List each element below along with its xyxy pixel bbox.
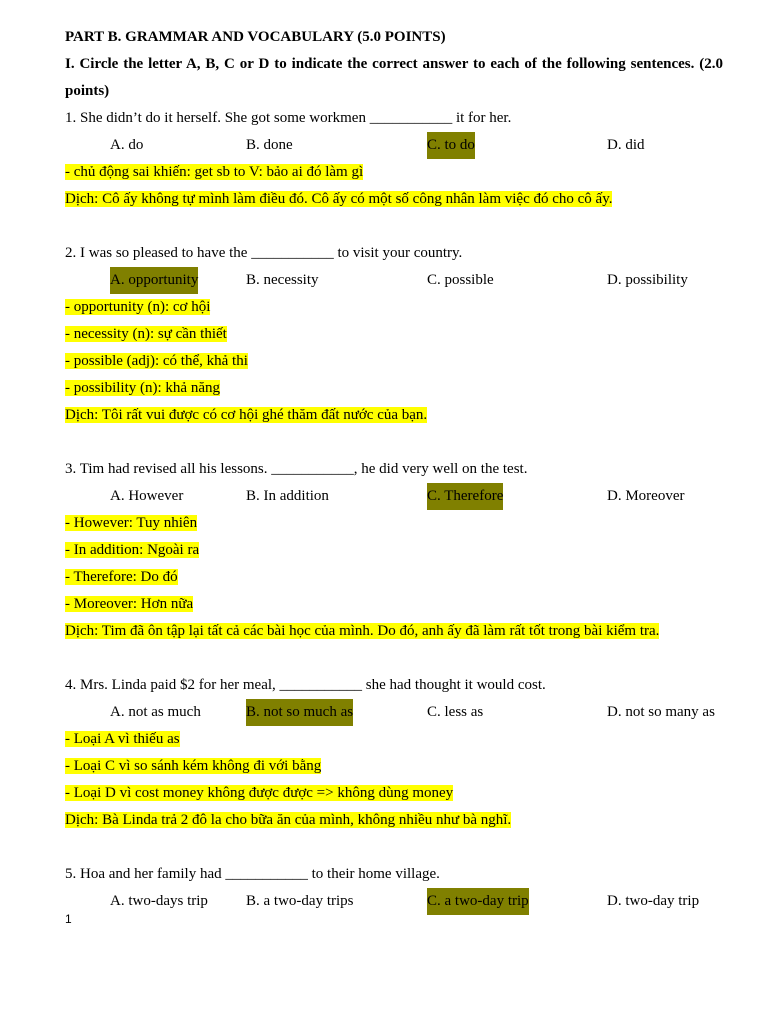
option-d[interactable]: D. two-day trip [607, 893, 700, 909]
vocabulary-note: - However: Tuy nhiên [65, 515, 198, 531]
vocabulary-note: - Moreover: Hơn nữa [65, 596, 194, 612]
translation-note: Dịch: Cô ấy không tự mình làm điều đó. Cô ấy có một số công nhân làm việc đó cho cô ấy. [65, 191, 613, 207]
explanation-note: - Loại D vì cost money không được được => không dùng money [65, 785, 454, 801]
option-c-correct-answer[interactable]: C. a two-day trip [427, 888, 529, 915]
option-a[interactable]: A. However [110, 488, 184, 504]
translation-note: Dịch: Bà Linda trả 2 đô la cho bữa ăn của mình, không nhiều như bà nghĩ. [65, 812, 512, 828]
document-content [65, 24, 723, 915]
option-b[interactable]: B. In addition [246, 488, 329, 504]
option-a[interactable]: A. two-days trip [110, 893, 208, 909]
question-5 [65, 861, 723, 915]
options-row [65, 132, 723, 159]
vocabulary-note: - In addition: Ngoài ra [65, 542, 200, 558]
question-4 [65, 672, 723, 834]
explanation-note: - Loại C vì so sánh kém không đi với bằng [65, 758, 322, 774]
vocabulary-note: - Therefore: Do đó [65, 569, 178, 585]
option-c[interactable]: C. possible [427, 272, 494, 288]
option-b[interactable]: B. a two-day trips [246, 893, 354, 909]
question-3 [65, 456, 723, 645]
question-stem: 4. Mrs. Linda paid $2 for her meal, ___________ she had thought it would cost. [65, 677, 546, 693]
vocabulary-note: - opportunity (n): cơ hội [65, 299, 211, 315]
explanation-note: - chủ động sai khiến: get sb to V: bảo ai đó làm gì [65, 164, 364, 180]
option-c-correct-answer[interactable]: C. Therefore [427, 483, 503, 510]
vocabulary-note: - necessity (n): sự cần thiết [65, 326, 227, 342]
question-stem: 5. Hoa and her family had ___________ to their home village. [65, 866, 440, 882]
option-b[interactable]: B. done [246, 137, 293, 153]
option-a[interactable]: A. do [110, 137, 144, 153]
vocabulary-note: - possibility (n): khả năng [65, 380, 220, 396]
options-row [65, 267, 723, 294]
question-1 [65, 105, 723, 213]
translation-note: Dịch: Tim đã ôn tập lại tất cả các bài học của mình. Do đó, anh ấy đã làm rất tốt trong bài kiểm tra. [65, 623, 660, 639]
option-d[interactable]: D. not so many as [607, 704, 715, 720]
question-stem: 3. Tim had revised all his lessons. ___________, he did very well on the test. [65, 461, 528, 477]
explanation-note: - Loại A vì thiếu as [65, 731, 180, 747]
question-2 [65, 240, 723, 429]
instruction-line-2: points) [65, 83, 110, 99]
page-number: 1 [65, 912, 72, 926]
option-d[interactable]: D. Moreover [607, 488, 685, 504]
option-c[interactable]: C. less as [427, 704, 484, 720]
option-c-correct-answer[interactable]: C. to do [427, 132, 475, 159]
option-b[interactable]: B. necessity [246, 272, 319, 288]
vocabulary-note: - possible (adj): có thể, khả thi [65, 353, 248, 369]
options-row [65, 483, 723, 510]
part-title: PART B. GRAMMAR AND VOCABULARY (5.0 POINTS) [65, 29, 446, 45]
options-row [65, 888, 723, 915]
option-d[interactable]: D. did [607, 137, 645, 153]
question-stem: 1. She didn’t do it herself. She got some workmen ___________ it for her. [65, 110, 512, 126]
option-b-correct-answer[interactable]: B. not so much as [246, 699, 353, 726]
option-a-correct-answer[interactable]: A. opportunity [110, 267, 198, 294]
translation-note: Dịch: Tôi rất vui được có cơ hội ghé thăm đất nước của bạn. [65, 407, 428, 423]
options-row [65, 699, 723, 726]
option-a[interactable]: A. not as much [110, 704, 201, 720]
question-stem: 2. I was so pleased to have the ___________ to visit your country. [65, 245, 463, 261]
instruction-line-1: I. Circle the letter A, B, C or D to indicate the correct answer to each of the following sentences. (2.0 [65, 56, 723, 72]
option-d[interactable]: D. possibility [607, 272, 688, 288]
